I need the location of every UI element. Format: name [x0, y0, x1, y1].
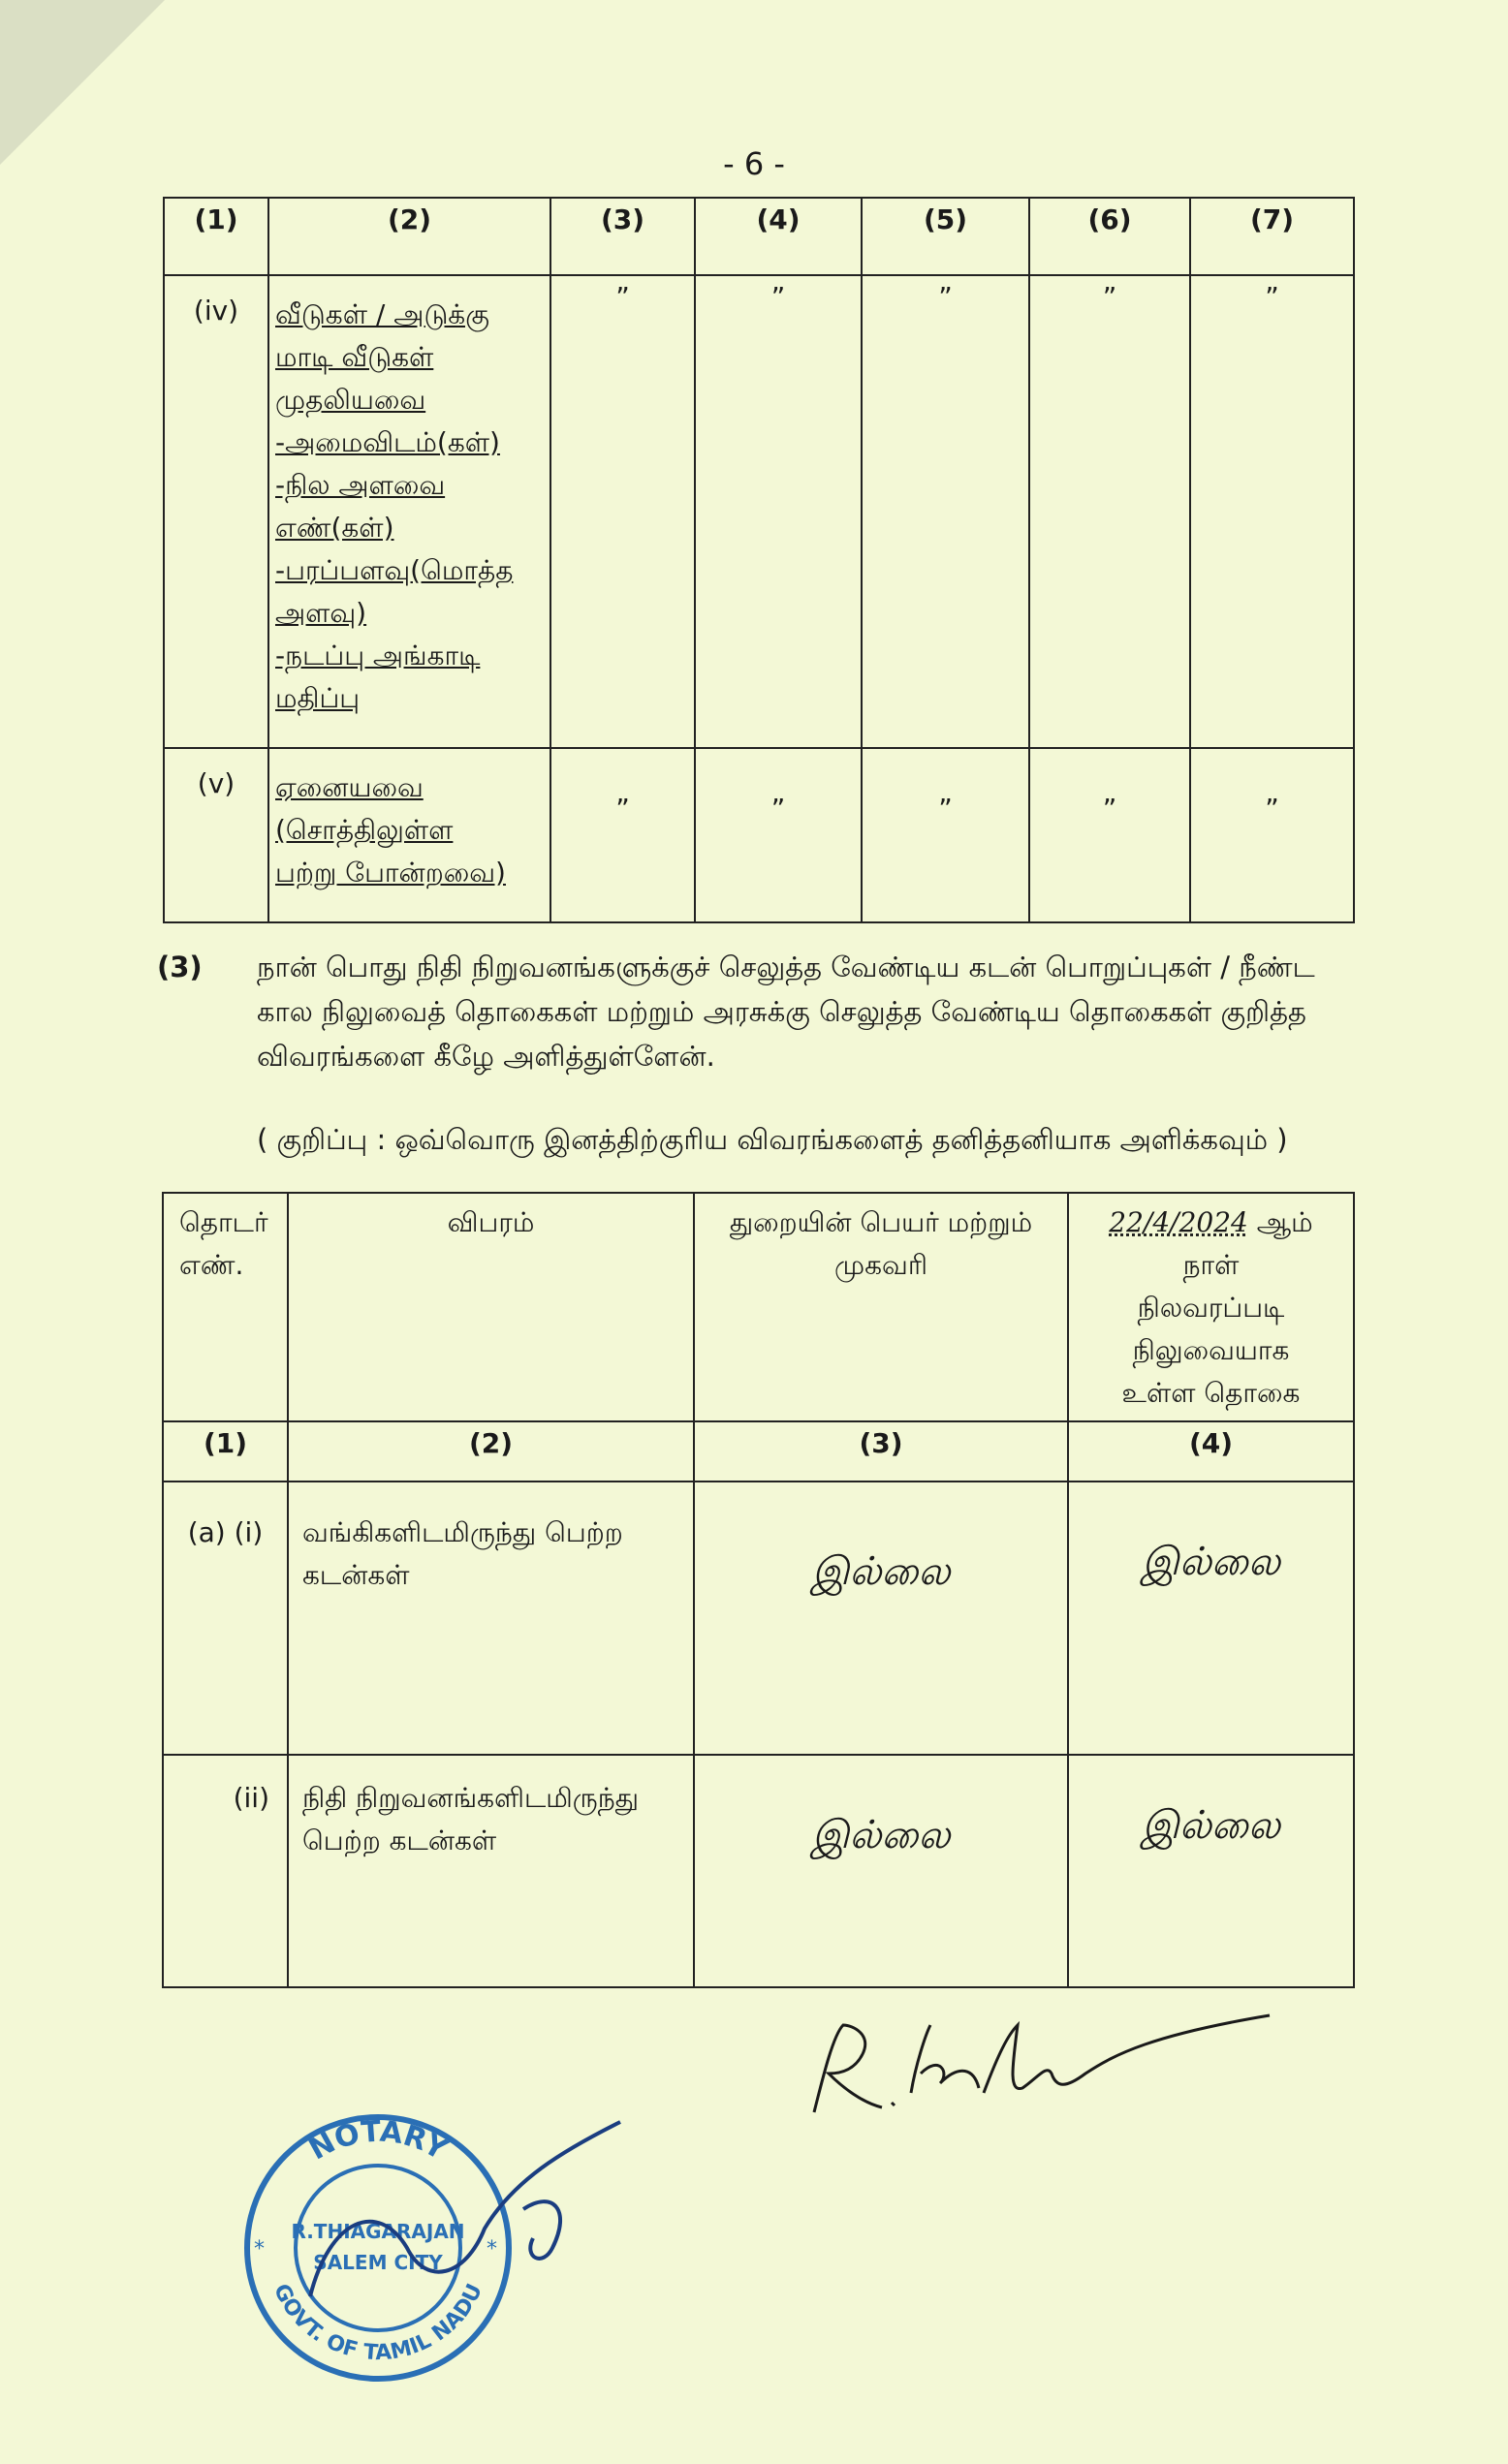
- desc-line: முதலியவை: [275, 384, 426, 416]
- para-number: (3): [157, 951, 203, 983]
- table-row: [163, 1755, 1354, 1987]
- handwritten-nil: இல்லை: [1068, 1755, 1354, 1987]
- para-text: [257, 945, 1362, 1078]
- row-number: (iv): [164, 275, 268, 748]
- header-line: எண்.: [179, 1249, 244, 1281]
- row-description: [288, 1755, 694, 1987]
- notary-stamp: [233, 2103, 640, 2393]
- handwritten-date: 22/4/2024: [1109, 1206, 1248, 1238]
- ditto-mark: ”: [1029, 275, 1190, 748]
- signature: [804, 1996, 1289, 2151]
- desc-line: வங்கிகளிடமிருந்து பெற்ற: [302, 1516, 623, 1548]
- para-line: நான் பொது நிதி நிறுவனங்களுக்குச் செலுத்த வேண்டிய கடன் பொறுப்புகள் / நீண்ட: [257, 951, 1315, 983]
- column-number: (1): [163, 1421, 288, 1482]
- table-header-row: [163, 1193, 1354, 1421]
- header-line: தொடர்: [179, 1206, 268, 1238]
- ditto-mark: ”: [550, 748, 695, 922]
- desc-line: மதிப்பு: [275, 682, 361, 714]
- column-header-serial: [163, 1193, 288, 1421]
- table-row: [164, 748, 1354, 922]
- para-line: கால நிலுவைத் தொகைகள் மற்றும் அரசுக்கு செலுத்த வேண்டிய தொகைகள் குறித்த: [257, 995, 1306, 1028]
- header-line: நிலவரப்படி: [1137, 1292, 1285, 1324]
- liabilities-table: [162, 1192, 1355, 1988]
- column-header: (5): [862, 198, 1029, 275]
- note-text: ( குறிப்பு : ஒவ்வொரு இனத்திற்குரிய விவரங்களைத் தனித்தனியாக அளிக்கவும் ): [257, 1123, 1288, 1156]
- desc-line: அளவு): [275, 597, 367, 629]
- ditto-mark: ”: [1190, 748, 1354, 922]
- header-line: உள்ள தொகை: [1121, 1377, 1301, 1409]
- ditto-mark: ”: [695, 748, 862, 922]
- column-header: (3): [550, 198, 695, 275]
- header-word: ஆம்: [1256, 1206, 1313, 1238]
- header-line: [1069, 1201, 1353, 1244]
- table-row: [164, 275, 1354, 748]
- star-icon: *: [487, 2237, 497, 2261]
- column-header: (2): [268, 198, 550, 275]
- column-number: (4): [1068, 1421, 1354, 1482]
- row-number: (ii): [163, 1755, 288, 1987]
- column-header-department: [694, 1193, 1068, 1421]
- desc-line: பற்று போன்றவை): [275, 857, 506, 889]
- row-description: [288, 1482, 694, 1755]
- column-number: (2): [288, 1421, 694, 1482]
- column-header-balance: [1068, 1193, 1354, 1421]
- ditto-mark: ”: [695, 275, 862, 748]
- ditto-mark: ”: [1190, 275, 1354, 748]
- desc-line: -பரப்பளவு(மொத்த: [275, 554, 514, 586]
- stamp-name: R.THIAGARAJAN: [291, 2220, 465, 2243]
- column-header: (1): [164, 198, 268, 275]
- handwritten-nil: இல்லை: [694, 1482, 1068, 1755]
- row-number: (v): [164, 748, 268, 922]
- table-row: [163, 1482, 1354, 1755]
- stamp-top-text: NOTARY: [303, 2114, 454, 2168]
- ditto-mark: ”: [550, 275, 695, 748]
- desc-line: எண்(கள்): [275, 512, 394, 544]
- desc-line: -நடப்பு அங்காடி: [275, 639, 481, 671]
- stamp-inner-ring: [296, 2166, 460, 2330]
- desc-line: பெற்ற கடன்கள்: [302, 1825, 497, 1856]
- desc-line: -நில அளவை: [275, 469, 446, 501]
- column-header-details: விபரம்: [288, 1193, 694, 1421]
- header-line: நாள்: [1182, 1249, 1240, 1281]
- row-description: [268, 748, 550, 922]
- stamp-city: SALEM CITY: [313, 2251, 443, 2274]
- column-header: (6): [1029, 198, 1190, 275]
- header-line: நிலுவையாக: [1132, 1334, 1290, 1366]
- desc-line: நிதி நிறுவனங்களிடமிருந்து: [302, 1782, 640, 1814]
- desc-line: (சொத்திலுள்ள: [275, 814, 454, 846]
- ditto-mark: ”: [1029, 748, 1190, 922]
- desc-line: வீடுகள் / அடுக்கு: [275, 298, 489, 330]
- star-icon: *: [254, 2237, 265, 2261]
- ditto-mark: ”: [862, 275, 1029, 748]
- desc-line: கடன்கள்: [302, 1559, 410, 1591]
- page-number: - 6 -: [723, 145, 785, 182]
- column-number-row: [163, 1421, 1354, 1482]
- table-header-row: [164, 198, 1354, 275]
- page-fold-corner: [0, 0, 165, 165]
- assets-table: [163, 197, 1355, 923]
- stamp-outer-ring: [247, 2114, 509, 2379]
- row-number: (a) (i): [163, 1482, 288, 1755]
- para-line: விவரங்களை கீழே அளித்துள்ளேன்.: [257, 1040, 715, 1073]
- desc-line: மாடி வீடுகள்: [275, 341, 434, 373]
- row-description: [268, 275, 550, 748]
- desc-line: ஏனையவை: [275, 771, 424, 803]
- column-number: (3): [694, 1421, 1068, 1482]
- header-line: துறையின் பெயர் மற்றும்: [729, 1206, 1033, 1238]
- stamp-bottom-text: GOVT. OF TAMIL NADU: [268, 2280, 487, 2366]
- ditto-mark: ”: [862, 748, 1029, 922]
- header-line: முகவரி: [834, 1249, 927, 1281]
- handwritten-nil: இல்லை: [694, 1755, 1068, 1987]
- desc-line: -அமைவிடம்(கள்): [275, 426, 500, 458]
- column-header: (4): [695, 198, 862, 275]
- handwritten-nil: இல்லை: [1068, 1482, 1354, 1755]
- column-header: (7): [1190, 198, 1354, 275]
